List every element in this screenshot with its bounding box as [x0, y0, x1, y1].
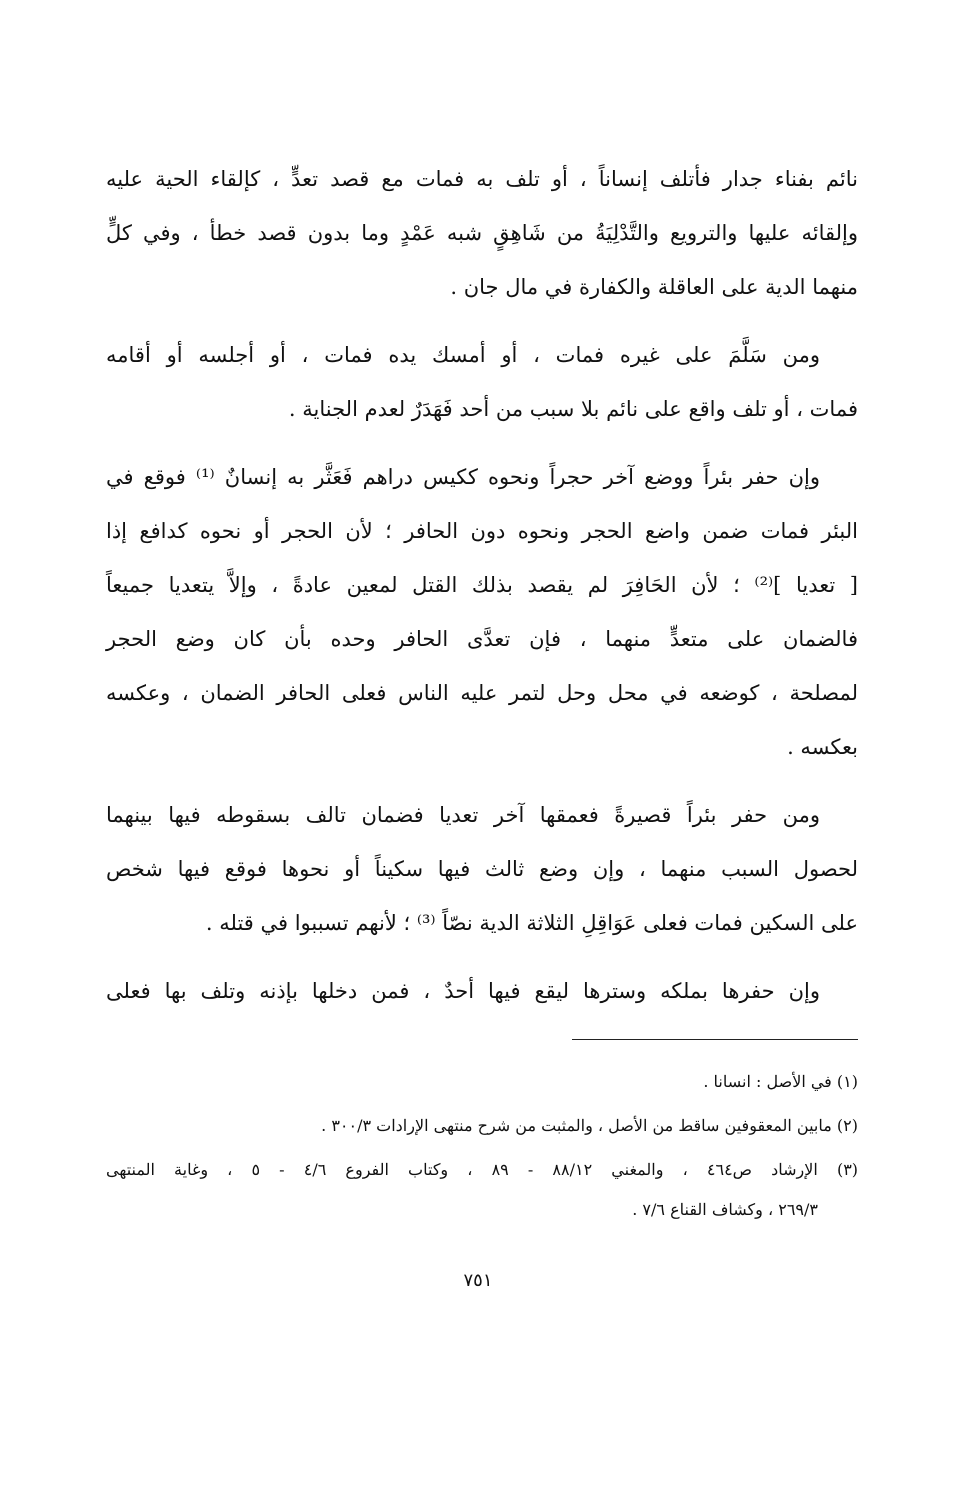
- main-text: [106, 152, 858, 1032]
- text-line: وإن حفرها بملكه وسترها ليقع فيها أحدٌ ، فمن دخلها بإذنه وتلف بها فعلى: [106, 979, 820, 1003]
- text-line: فالضمان على متعدٍّ منهما ، فإن تعدَّى الحافر وحده بأن كان وضع الحجر: [106, 627, 858, 651]
- paragraph: [106, 788, 858, 950]
- footnote: [106, 1106, 858, 1146]
- text-line: منهما الدية على العاقلة والكفارة في مال جان .: [450, 275, 858, 299]
- page-number: ٧٥١: [463, 1270, 493, 1291]
- text-line: ومن سَلَّمَ على غيره فمات ، أو أمسك يده فمات ، أو أجلسه أو أقامه: [106, 343, 820, 367]
- text-line: وإن حفر بئراً ووضع آخر حجراً ونحوه ككيس دراهم فَعَثَّر به إنسانٌ ⁽¹⁾ فوقع في: [106, 465, 821, 489]
- text-line: لمصلحة ، كوضعه في محل وحل لتمر عليه الناس فعلى الحافر الضمان ، وعكسه: [106, 681, 858, 705]
- footnote-line: (٢) مابين المعقوفين ساقط من الأصل ، والمثبت من شرح منتهى الإرادات ٣٠٠/٣ .: [321, 1116, 858, 1135]
- text-line: [ تعديا ]⁽²⁾ ؛ لأن الحَافِرَ لم يقصد بذلك القتل لمعين عادةً ، وإلاَّ يتعديا جميعاً: [106, 573, 858, 597]
- footnote-line: (٣) الإرشاد ص٤٦٤ ، والمغني ٨٨/١٢ - ٨٩ ، وكتاب الفروع ٤/٦ - ٥ ، وغاية المنتهى: [106, 1160, 859, 1179]
- text-line: ومن حفر بئراً قصيرةً فعمقها آخر تعديا فضمان تالف بسقوطه فيها بينهما: [106, 803, 820, 827]
- text-line: البئر فمات ضمن واضع الحجر ونحوه دون الحافر ؛ لأن الحجر أو نحوه كدافع إذا: [106, 519, 858, 543]
- paragraph: [106, 450, 858, 774]
- footnote-line: ٢٦٩/٣ ، وكشاف القناع ٧/٦ .: [632, 1200, 818, 1219]
- footnote-divider: [572, 1039, 858, 1040]
- footnotes: [106, 1062, 858, 1234]
- text-line: لحصول السبب منهما ، وإن وضع ثالث فيها سكيناً أو نحوها فوقع فيها شخص: [106, 857, 858, 881]
- paragraph: [106, 328, 858, 436]
- paragraph: [106, 964, 858, 1018]
- text-line: وإلقائه عليها والترويع والتَّدْلِيَةُ من شَاهِقٍ شبه عَمْدٍ وما بدون قصد خطأ ، وفي كلٍّ: [106, 221, 858, 245]
- text-line: فمات ، أو تلف واقع على نائم بلا سبب من أحد فَهَدَرٌ لعدم الجناية .: [288, 397, 858, 421]
- footnote-line: (١) في الأصل : انسانا .: [703, 1072, 858, 1091]
- paragraph: [106, 152, 858, 314]
- footnote: [106, 1062, 858, 1102]
- text-line: على السكين فمات فعلى عَوَاقِلِ الثلاثة الدية نصّاً ⁽³⁾ ؛ لأنهم تسببوا في قتله .: [205, 911, 858, 935]
- text-line: بعكسه .: [787, 735, 858, 759]
- footnote: [106, 1150, 858, 1230]
- text-line: نائم بفناء جدار فأتلف إنساناً ، أو تلف به فمات مع قصد تعدٍّ ، كإلقاء الحية عليه: [106, 167, 858, 191]
